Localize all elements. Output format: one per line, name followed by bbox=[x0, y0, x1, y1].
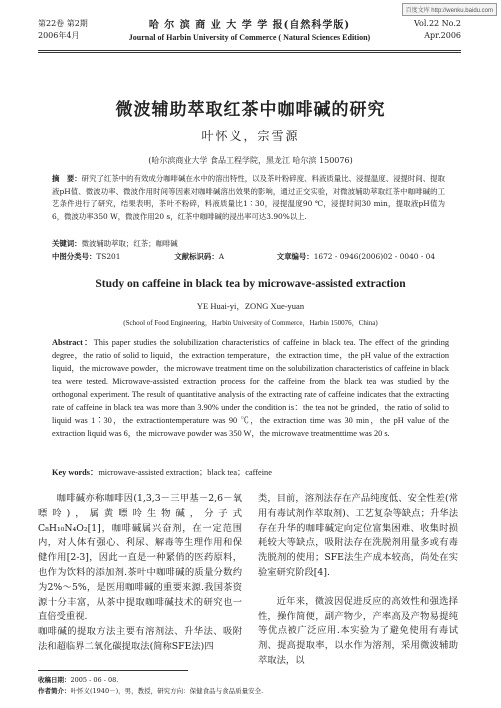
header-right bbox=[414, 18, 461, 42]
abstract-cn-label: 摘 要： bbox=[52, 174, 82, 183]
authors-cn: 叶怀义，宗雪源 bbox=[201, 129, 300, 143]
journal-name-en: Journal of Harbin University of Commerce ( Natural Sciences Edition) bbox=[128, 33, 371, 42]
abstract-en bbox=[52, 336, 449, 440]
clc-label: 中图分类号： bbox=[52, 252, 97, 261]
methods-paragraph-2: 近年来，微波因促进反应的高效性和强选择性，操作简便，副产物少，产率高及产物易提纯等优点被广泛应用.本实验为了避免使用有毒试剂、提高提取率，以水作为溶剂，采用微波辅助萃取法，以 bbox=[258, 595, 458, 666]
body-column-right bbox=[258, 492, 458, 669]
abstract-cn bbox=[52, 173, 445, 223]
running-header bbox=[38, 12, 461, 48]
header-rule-thick bbox=[38, 50, 461, 51]
keywords-cn-text: 微波辅助萃取；红茶；咖啡碱 bbox=[81, 239, 178, 248]
article-id-label: 文章编号： bbox=[276, 252, 314, 261]
footnote-rule bbox=[38, 670, 188, 671]
doc-code-value: A bbox=[218, 252, 225, 261]
intro-paragraph-2: 咖啡碱的提取方法主要有溶剂法、升华法、吸附法和超临界二氧化碳提取法(简称SFE法)四 bbox=[38, 626, 242, 652]
paper-title-en: Study on caffeine in black tea by microwave-assisted extraction bbox=[95, 278, 406, 290]
abstract-en-text: This paper studies the solubilization characteristics of caffeine in black tea. The effect of the grinding degree，the ratio of solid to liquid，the extraction temperature，the extraction time，the pH value of the extraction liquid，the microwave powder，the microwave treatment time on the solubilization characteristics of caffeine in black tea were tested. Microwave-assisted extraction process for the caffeine from the black tea was studied by the orthogonal experiment. The result of quantitative analysis of the extracting rate of caffeine indicates that the extracting rate of caffeine in black tea was more than 3.90% under the condition is：the tea not be grinded，the ratio of solid to liquid was 1∶30，the extractiontemperature was 90 ℃，the extraction time was 30 min，the pH value of the extraction liquid was 6，the microwave powder was 350 W，the microwave treatmenttime was 20 s. bbox=[52, 338, 449, 438]
author-bio: 叶怀义(1940－)，男，教授，研究方向：保健食品与食品质量安全. bbox=[70, 687, 264, 695]
body-column-left bbox=[38, 492, 242, 655]
volume-cn: 第22卷 第2期 bbox=[38, 19, 88, 28]
volume-en: Vol.22 No.2 bbox=[414, 19, 461, 28]
classification-row bbox=[52, 251, 445, 262]
keywords-en-label: Key words： bbox=[52, 468, 99, 477]
doc-code-label: 文献标识码： bbox=[174, 252, 219, 261]
keywords-en-text: microwave-assisted extraction；black tea；caffeine bbox=[98, 468, 272, 477]
author-bio-label: 作者简介： bbox=[38, 687, 71, 695]
keywords-en bbox=[52, 466, 449, 478]
journal-name-cn: 哈 尔 滨 商 业 大 学 学 报(自然科学版) bbox=[148, 20, 351, 31]
keywords-cn bbox=[52, 238, 178, 249]
authors-en: YE Huai-yi，ZONG Xue-yuan bbox=[196, 301, 305, 311]
affiliation-cn: (哈尔滨商业大学 食品工程学院，黑龙江 哈尔滨 150076) bbox=[148, 156, 353, 165]
methods-paragraph-1: 类，目前，溶剂法存在产品纯度低、安全性差(常用有毒试剂作萃取剂)、工艺复杂等缺点；升华法存在升华的咖啡碱定向定位富集困难、收集时损耗较大等缺点，吸附法存在洗脱剂用量多或有毒洗脱剂的使用；SFE法生产成本较高，尚处在实验室研究阶段[4]. bbox=[258, 493, 458, 578]
abstract-en-label: Abstract： bbox=[52, 338, 94, 347]
header-left bbox=[38, 18, 88, 42]
date-en: Apr.2006 bbox=[424, 31, 461, 40]
clc-value: TS201 bbox=[96, 252, 121, 261]
header-rule-thin bbox=[38, 52, 461, 53]
received-date: 2005 - 06 - 08. bbox=[70, 676, 119, 684]
received-label: 收稿日期： bbox=[38, 676, 71, 684]
footnote-author bbox=[38, 686, 263, 695]
footnote-received bbox=[38, 675, 118, 684]
watermark: 百度文库 http://wenku.baidu.com bbox=[402, 3, 497, 16]
header-center bbox=[98, 16, 401, 42]
date-cn: 2006年4月 bbox=[38, 31, 80, 40]
abstract-cn-text: 研究了红茶中的有效成分咖啡碱在水中的溶出特性，以及茶叶粉碎度、料液质量比、浸提温度、浸提时间、提取液pH值、微波功率、微波作用时间等因素对咖啡碱溶出效果的影响，通过正交实验，对微波辅助萃取红茶中咖啡碱的工艺条件进行了研究，结果表明，茶叶不粉碎，料液质量比1∶30，浸提温度90 ℃，浸提时间30 min，提取液pH值为6，微波功率350 W，微波作用20 s，红茶中咖啡碱的浸出率可达3.90%以上. bbox=[52, 174, 445, 221]
paper-title-cn: 微波辅助萃取红茶中咖啡碱的研究 bbox=[115, 100, 386, 120]
intro-paragraph-1: 咖啡碱亦称咖啡因(1,3,3－三甲基－2,6－氧嘌呤)，属黄嘌呤生物碱，分子式C₈H₁₀N₄O₂[1]，咖啡碱属兴奋剂，在一定范围内，对人体有强心、利尿、解毒等生理作用和保健作用[2-3]，因此一直是一种紧俏的医药原料，也作为饮料的添加剂.茶叶中咖啡碱的质量分数约为2%～5%，是医用咖啡碱的重要来源.我国茶资源十分丰富，从茶中提取咖啡碱技术的研究也一直倍受重视. bbox=[38, 493, 242, 623]
article-id-value: 1672 - 0946(2006)02 - 0040 - 04 bbox=[313, 252, 436, 261]
affiliation-en: (School of Food Engineering，Harbin University of Commerce，Harbin 150076，China) bbox=[123, 319, 378, 327]
keywords-cn-label: 关键词： bbox=[52, 239, 82, 248]
